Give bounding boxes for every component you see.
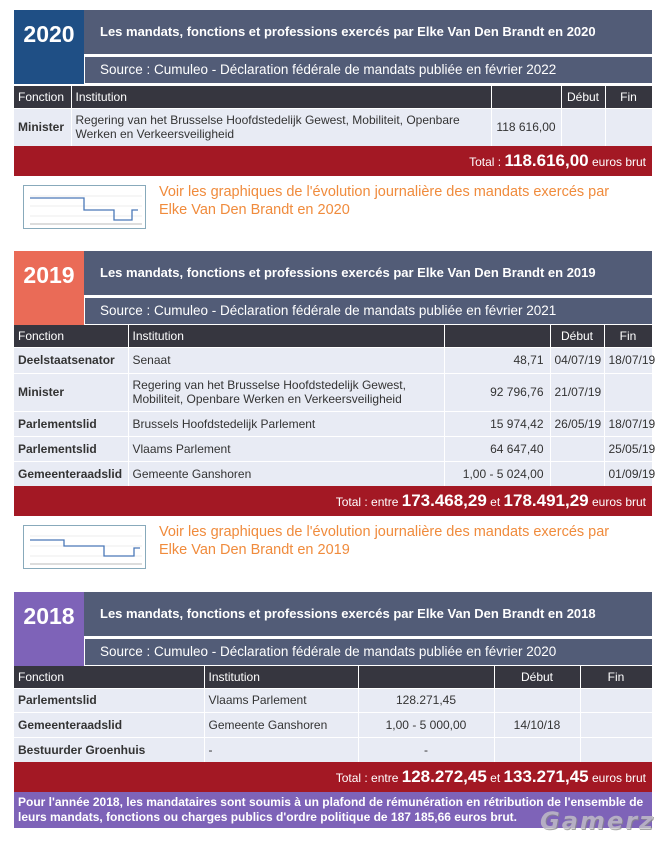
col-institution: Institution [204, 666, 358, 688]
table-row [14, 436, 652, 461]
cell-montant: 118 616,00 [491, 108, 561, 146]
cell-fin: 25/05/19 [604, 436, 652, 461]
col-debut: Début [550, 325, 604, 347]
total-bar [14, 146, 652, 176]
total-high: 133.271,45 [503, 767, 589, 786]
cell-institution: Gemeente Ganshoren [128, 461, 444, 486]
section-2018 [14, 592, 652, 828]
section-2020 [14, 10, 652, 236]
graph-thumbnail-icon[interactable] [23, 525, 146, 569]
section-2019 [14, 251, 656, 576]
mandates-table [14, 86, 653, 146]
cell-fonction: Minister [14, 108, 71, 146]
cell-fin [580, 712, 652, 737]
table-row [14, 688, 652, 712]
section-title: Les mandats, fonctions et professions exercés par Elke Van Den Brandt en 2018 [84, 592, 652, 636]
table-header-row [14, 325, 652, 347]
cell-fin [605, 108, 652, 146]
section-title: Les mandats, fonctions et professions exercés par Elke Van Den Brandt en 2019 [84, 251, 652, 295]
graph-link-2019[interactable] [14, 520, 652, 576]
cell-fonction: Deelstaatsenator [14, 347, 128, 373]
source-line: Source : Cumuleo - Déclaration fédérale de mandats publiée en février 2021 [84, 297, 652, 324]
year-badge: 2019 [14, 251, 84, 325]
cell-fin: 18/07/19 [604, 347, 652, 373]
graph-link-2020[interactable] [14, 180, 652, 236]
total-suffix: euros brut [591, 495, 646, 509]
total-suffix: euros brut [591, 155, 646, 169]
total-prefix: Total : [469, 155, 502, 169]
year-badge: 2018 [14, 592, 84, 666]
cell-institution: Regering van het Brusselse Hoofdstedelijk Gewest, Mobiliteit, Openbare Werken en Verkeersveiligheid [128, 373, 444, 411]
mandates-table [14, 325, 656, 486]
cell-debut [550, 461, 604, 486]
section-header [14, 592, 652, 666]
cell-institution: Vlaams Parlement [128, 436, 444, 461]
col-debut: Début [561, 86, 605, 108]
table-row [14, 712, 652, 737]
cell-institution: Gemeente Ganshoren [204, 712, 358, 737]
cell-debut: 14/10/18 [494, 712, 580, 737]
cell-fin: 18/07/19 [604, 411, 652, 436]
cell-fonction: Parlementslid [14, 688, 204, 712]
cell-debut [550, 436, 604, 461]
cell-montant: 92 796,76 [444, 373, 550, 411]
graph-link-text[interactable]: Voir les graphiques de l'évolution journalière des mandats exercés par Elke Van Den Brandt en 2019 [159, 524, 610, 558]
cell-institution: Senaat [128, 347, 444, 373]
col-montant [444, 325, 550, 347]
table-row [14, 108, 652, 146]
cell-montant: 48,71 [444, 347, 550, 373]
total-bar [14, 486, 652, 516]
cell-debut: 04/07/19 [550, 347, 604, 373]
cell-debut: 21/07/19 [550, 373, 604, 411]
col-debut: Début [494, 666, 580, 688]
cell-fin [580, 688, 652, 712]
cell-fonction: Gemeenteraadslid [14, 461, 128, 486]
total-prefix: Total : entre [335, 495, 399, 509]
cell-fonction: Gemeenteraadslid [14, 712, 204, 737]
section-header [14, 251, 652, 325]
cell-montant: 1,00 - 5 024,00 [444, 461, 550, 486]
cell-montant: 64 647,40 [444, 436, 550, 461]
col-montant [491, 86, 561, 108]
cell-debut: 26/05/19 [550, 411, 604, 436]
total-mid: et [490, 495, 501, 509]
cell-fin [580, 737, 652, 762]
table-row [14, 373, 652, 411]
col-fin: Fin [604, 325, 652, 347]
ceiling-note: Pour l'année 2018, les mandataires sont soumis à un plafond de rémunération en rétribution de l'ensemble de leurs mandats, fonctions ou charges publics d'ordre politique de 187 185,66 euros brut. [14, 792, 652, 828]
total-bar [14, 762, 652, 792]
section-header [14, 10, 652, 84]
cell-fonction: Minister [14, 373, 128, 411]
table-row [14, 461, 652, 486]
source-line: Source : Cumuleo - Déclaration fédérale de mandats publiée en février 2022 [84, 56, 652, 83]
table-header-row [14, 666, 652, 688]
total-low: 173.468,29 [401, 491, 487, 510]
cell-debut [561, 108, 605, 146]
cell-institution: - [204, 737, 358, 762]
table-header-row [14, 86, 652, 108]
total-mid: et [490, 771, 501, 785]
col-montant [358, 666, 494, 688]
cell-institution: Brussels Hoofdstedelijk Parlement [128, 411, 444, 436]
table-row [14, 411, 652, 436]
section-title: Les mandats, fonctions et professions exercés par Elke Van Den Brandt en 2020 [84, 10, 652, 54]
year-badge: 2020 [14, 10, 84, 84]
col-fin: Fin [580, 666, 652, 688]
cell-fin: 01/09/19 [604, 461, 652, 486]
table-row [14, 737, 652, 762]
cell-montant: 1,00 - 5 000,00 [358, 712, 494, 737]
total-suffix: euros brut [591, 771, 646, 785]
cell-debut [494, 737, 580, 762]
cell-fonction: Bestuurder Groenhuis [14, 737, 204, 762]
watermark-logo: Gamerz [540, 807, 655, 835]
col-fin: Fin [605, 86, 652, 108]
graph-thumbnail-icon[interactable] [23, 185, 146, 229]
col-fonction: Fonction [14, 86, 71, 108]
cell-debut [494, 688, 580, 712]
cell-montant: 128.271,45 [358, 688, 494, 712]
table-row [14, 347, 652, 373]
col-institution: Institution [71, 86, 491, 108]
cell-montant: 15 974,42 [444, 411, 550, 436]
total-prefix: Total : entre [335, 771, 399, 785]
cell-fonction: Parlementslid [14, 436, 128, 461]
cell-institution: Regering van het Brusselse Hoofdstedelijk Gewest, Mobiliteit, Openbare Werken en Verkeersveiligheid [71, 108, 491, 146]
cell-fin [604, 373, 652, 411]
source-line: Source : Cumuleo - Déclaration fédérale de mandats publiée en février 2020 [84, 638, 652, 665]
mandates-table [14, 666, 653, 762]
total-low: 128.272,45 [401, 767, 487, 786]
graph-link-text[interactable]: Voir les graphiques de l'évolution journalière des mandats exercés par Elke Van Den Brandt en 2020 [159, 184, 610, 218]
col-fonction: Fonction [14, 325, 128, 347]
col-fonction: Fonction [14, 666, 204, 688]
cell-institution: Vlaams Parlement [204, 688, 358, 712]
cell-montant: - [358, 737, 494, 762]
total-high: 178.491,29 [503, 491, 589, 510]
col-institution: Institution [128, 325, 444, 347]
cell-fonction: Parlementslid [14, 411, 128, 436]
total-value: 118.616,00 [504, 151, 589, 170]
